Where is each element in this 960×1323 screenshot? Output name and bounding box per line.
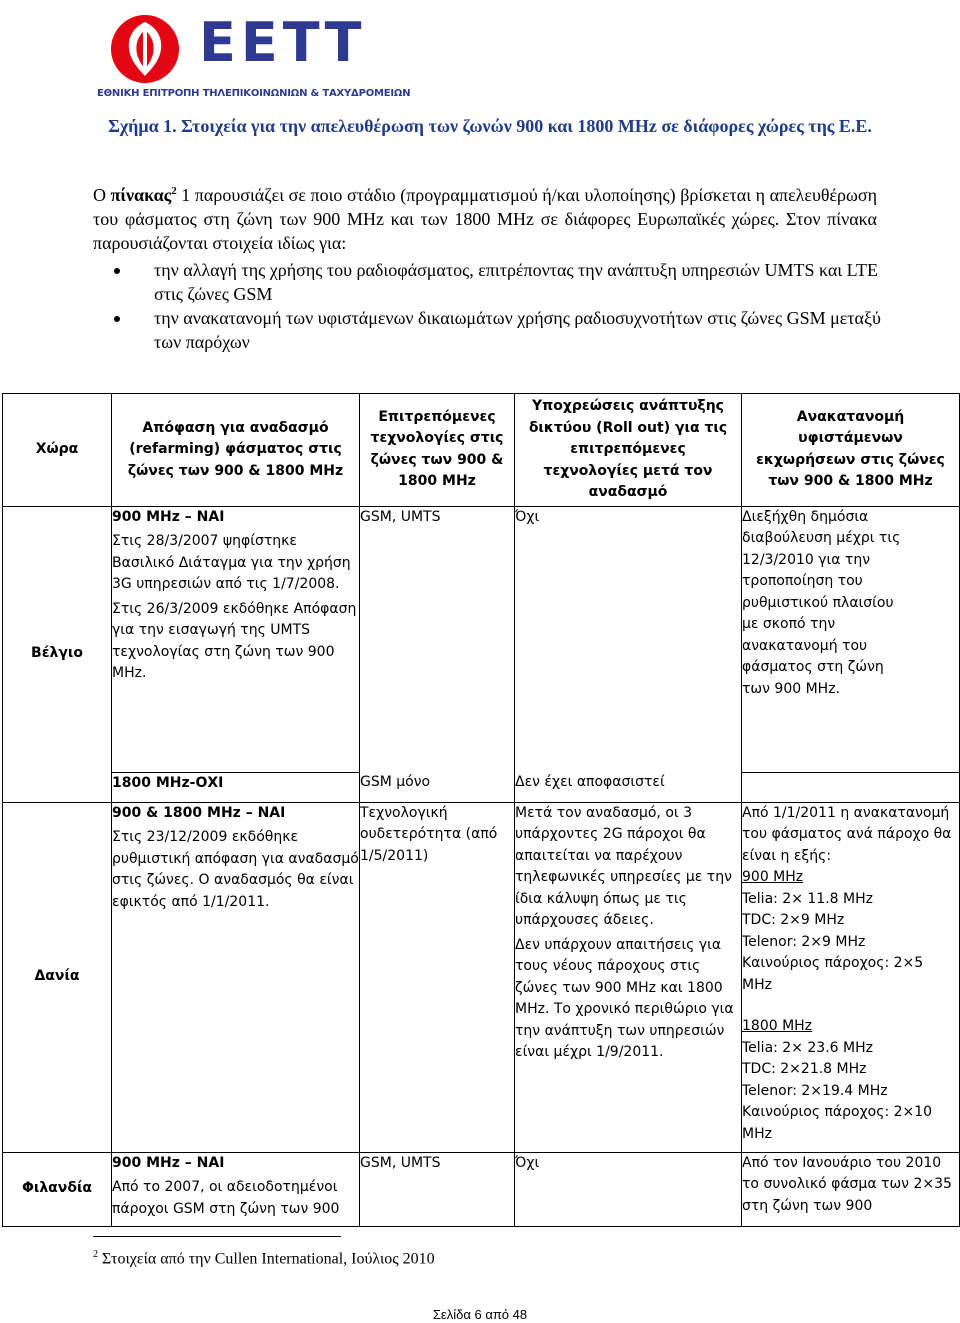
intro-lead-bold: πίνακας — [110, 185, 172, 205]
table-header-row — [3, 394, 960, 507]
header-reallocation: Ανακατανομή υφιστάμενων εκχωρήσεων στις ζώνες των 900 & 1800 MHz — [742, 394, 960, 507]
denmark-rollout-p1: Μετά τον αναδασμό, οι 3 υπάρχοντες 2G πάροχοι θα απαιτείται να παρέχουν τηλεφωνικές υπηρεσίες με την ίδια κάλυψη όπως με τις υπάρχουσες άδειες. — [515, 804, 732, 928]
logo-wordmark: ΕΕΤΤ — [199, 11, 367, 74]
refarming-table — [2, 393, 960, 1227]
table-row — [3, 772, 960, 802]
table-row — [3, 802, 960, 1152]
finland-decision-cell — [112, 1152, 360, 1226]
denmark-1800-line: Telia: 2× 23.6 MHz — [742, 1039, 873, 1056]
page-number: Σελίδα 6 από 48 — [432, 1307, 528, 1322]
denmark-900-line: TDC: 2×9 MHz — [742, 912, 845, 928]
belgium-1800-decision: 1800 MHz-ΟΧΙ — [112, 772, 360, 802]
header-decision: Απόφαση για αναδασμό (refarming) φάσματος στις ζώνες των 900 & 1800 MHz — [112, 394, 360, 507]
denmark-band-900: 900 MHz — [742, 869, 804, 885]
belgium-tech-cell: GSM, UMTS — [360, 506, 515, 772]
finland-rollout-cell: Όχι — [515, 1152, 742, 1226]
denmark-decision-cell — [112, 802, 360, 1152]
denmark-realloc-intro: Από 1/1/2011 η ανακατανομή του φάσματος ανά πάροχο θα είναι η εξής: — [742, 804, 952, 864]
belgium-rollout-cell: Όχι — [515, 506, 742, 772]
finland-decision-title: 900 MHz – ΝΑΙ — [112, 1154, 225, 1171]
belgium-decision-p1: Στις 28/3/2007 ψηφίστηκε Βασιλικό Διάταγμα για την χρήση 3G υπηρεσιών από τις 1/7/2008. — [112, 533, 351, 592]
finland-tech-cell: GSM, UMTS — [360, 1152, 515, 1226]
denmark-rollout-p2: Δεν υπάρχουν απαιτήσεις για τους νέους πάροχους στις ζώνες των 900 MHz και 1800 MHz. Το χρονικό περιθώριο για την ανάπτυξη των υπηρεσιών είναι μέχρι 1/9/2011. — [515, 936, 734, 1060]
denmark-decision-p1: Στις 23/12/2009 εκδόθηκε ρυθμιστική απόφαση για αναδασμό στις ζώνες. Ο αναδασμός θα είναι εφικτός από 1/1/2011. — [112, 829, 359, 910]
country-finland: Φιλανδία — [3, 1152, 112, 1226]
figure-title: Σχήμα 1. Στοιχεία για την απελευθέρωση των ζωνών 900 και 1800 MHz σε διάφορες χώρες της Ε.Ε. — [108, 116, 872, 136]
footnote-ref[interactable]: 2 — [171, 185, 177, 197]
denmark-decision-title: 900 & 1800 MHz – ΝΑΙ — [112, 804, 286, 821]
footnote-text: Στοιχεία από την Cullen International, Ιούλιος 2010 — [98, 1250, 435, 1268]
denmark-1800-line: Telenor: 2×19.4 MHz — [742, 1082, 888, 1099]
eett-emblem-icon — [110, 14, 180, 84]
bullet-item — [93, 306, 893, 354]
intro-lead: Ο — [93, 185, 111, 205]
country-denmark: Δανία — [3, 802, 112, 1152]
denmark-1800-line: Καινούριος πάροχος: 2×10 MHz — [742, 1104, 933, 1142]
bullet-dot-icon — [114, 268, 120, 274]
header-country: Χώρα — [3, 394, 112, 507]
denmark-1800-line: TDC: 2×21.8 MHz — [742, 1061, 867, 1077]
belgium-decision-p2: Στις 26/3/2009 εκδόθηκε Απόφαση για την εισαγωγή της UMTS τεχνολογίας στη ζώνη των 900 MHz. — [112, 600, 357, 681]
bullet-text: την αλλαγή της χρήσης του ραδιοφάσματος, επιτρέποντας την ανάπτυξη υπηρεσιών UMTS και LTE στις ζώνες GSM — [154, 260, 878, 304]
denmark-900-line: Telia: 2× 11.8 MHz — [742, 890, 873, 907]
bullet-list — [93, 258, 893, 354]
country-belgium: Βέλγιο — [3, 506, 112, 802]
footnote — [93, 1249, 435, 1268]
denmark-rollout-cell — [515, 802, 742, 1152]
intro-text: 1 παρουσιάζει σε ποιο στάδιο (προγραμματισμού ή/και υλοποίησης) βρίσκεται η απελευθέρωση του φάσματος στη ζώνη των 900 MHz και των 1800 MHz σε διάφορες Ευρωπαϊκές χώρες. Στον πίνακα παρουσιάζονται στοιχεία ιδίως για: — [93, 185, 877, 253]
eett-logo — [94, 8, 411, 100]
denmark-band-1800: 1800 MHz — [742, 1018, 813, 1034]
belgium-reallocation-cell: Διεξήχθη δημόσια διαβούλευση μέχρι τις 12/3/2010 για την τροποποίηση του ρυθμιστικού πλαισίου με σκοπό την ανακατανομή του φάσματος στη ζώνη των 900 MHz. — [742, 506, 960, 772]
bullet-item — [93, 258, 893, 306]
header-technologies: Επιτρεπόμενες τεχνολογίες στις ζώνες των 900 & 1800 MHz — [360, 394, 515, 507]
denmark-900-line: Καινούριος πάροχος: 2×5 MHz — [742, 955, 924, 993]
belgium-decision-title: 900 MHz – ΝΑΙ — [112, 508, 225, 525]
table-row — [3, 506, 960, 772]
finland-decision-p1: Από το 2007, οι αδειοδοτημένοι πάροχοι GSM στη ζώνη των 900 — [112, 1179, 340, 1217]
belgium-1800-reallocation — [742, 772, 960, 802]
belgium-1800-rollout: Δεν έχει αποφασιστεί — [515, 772, 742, 802]
denmark-reallocation-cell — [742, 802, 960, 1152]
table-row — [3, 1152, 960, 1226]
footnote-number: 2 — [93, 1249, 98, 1260]
intro-paragraph — [93, 183, 877, 255]
finland-reallocation-cell: Από τον Ιανουάριο του 2010 το συνολικό φάσμα των 2×35 στη ζώνη των 900 — [742, 1152, 960, 1226]
belgium-decision-cell — [112, 506, 360, 772]
logo-tagline: ΕΘΝΙΚΗ ΕΠΙΤΡΟΠΗ ΤΗΛΕΠΙΚΟΙΝΩΝΙΩΝ & ΤΑΧΥΔΡΟΜΕΙΩΝ — [97, 88, 411, 99]
belgium-1800-tech: GSM μόνο — [360, 772, 515, 802]
header-rollout: Υποχρεώσεις ανάπτυξης δικτύου (Roll out) για τις επιτρεπόμενες τεχνολογίες μετά τον αναδασμό — [515, 394, 742, 507]
denmark-tech-cell: Τεχνολογική ουδετερότητα (από 1/5/2011) — [360, 802, 515, 1152]
bullet-text: την ανακατανομή των υφιστάμενων δικαιωμάτων χρήσης ραδιοσυχνοτήτων στις ζώνες GSM μεταξύ των παρόχων — [154, 308, 881, 352]
footnote-divider — [93, 1236, 341, 1237]
denmark-900-line: Telenor: 2×9 MHz — [742, 933, 866, 950]
bullet-dot-icon — [114, 316, 120, 322]
